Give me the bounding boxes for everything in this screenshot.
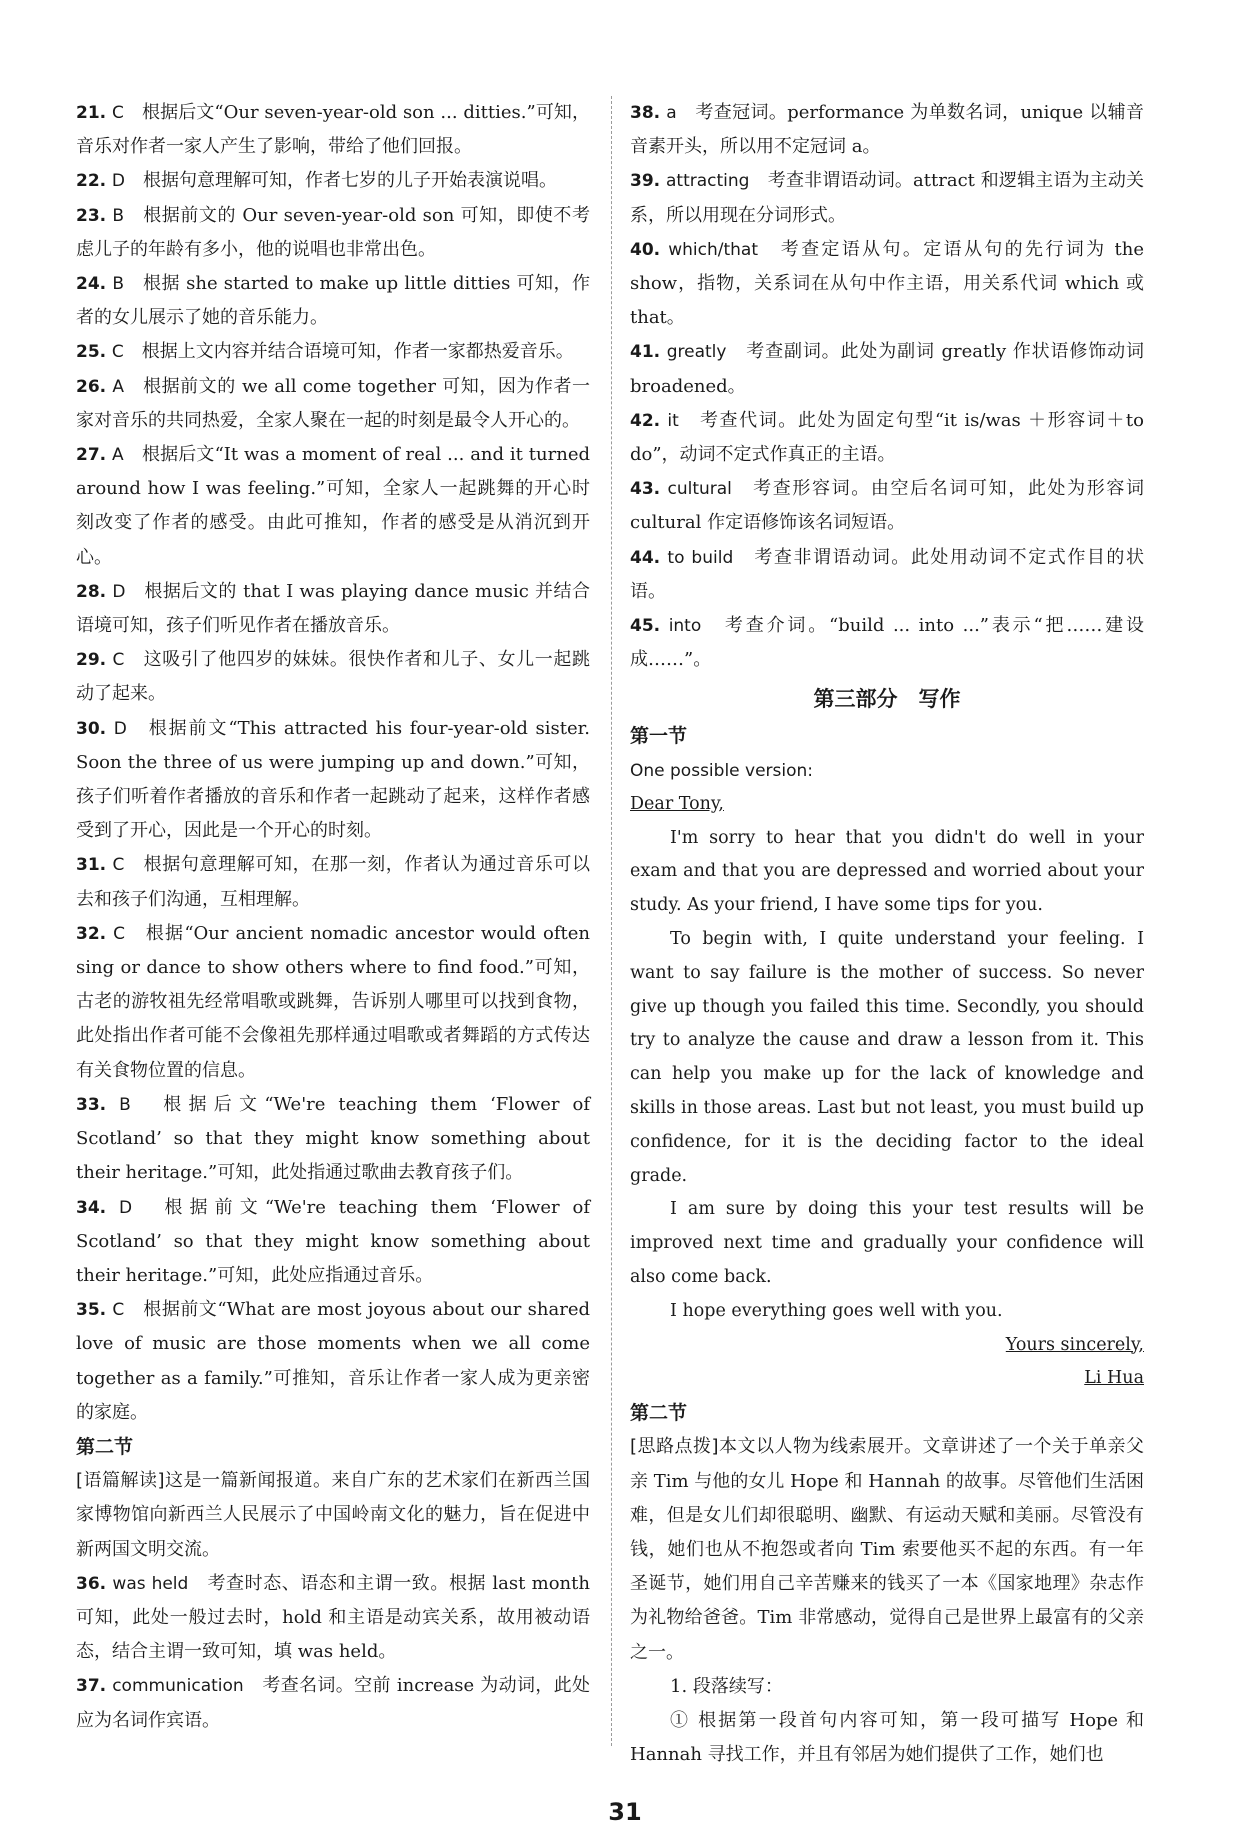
left-column [76,96,590,1738]
explanation-text: 根据后文“Our seven-year-old son ... ditties.”可知，音乐对作者一家人产生了影响，带给了他们回报。 [76,102,591,158]
answer-choice: B [119,1094,131,1115]
letter-signature [630,1362,1144,1396]
question-number: 29. [76,650,107,671]
salutation-text: Dear Tony, [630,793,724,814]
letter-paragraph: I'm sorry to hear that you didn't do well in your exam and that you are depressed and worried about your study. As your friend, I have some tips for you. [630,827,1144,916]
answer-item [76,575,590,643]
answer-choice: into [668,616,702,637]
question-number: 22. [76,171,107,192]
explanation-text: 考查冠词。performance 为单数名词，unique 以辅音音素开头，所以用不定冠词 a。 [630,102,1144,158]
explanation-text: 根据后文“We're teaching them ‘Flower of Scotland’ so that they might know something about their heritage.”可知，此处指通过歌曲去教育孩子们。 [76,1093,590,1184]
question-number: 38. [630,103,661,123]
question-number: 27. [76,445,107,466]
reading-tag: [语篇解读] [76,1470,165,1492]
letter-closing [630,1329,1144,1363]
answer-choice: was held [112,1573,189,1594]
answer-choice: D [118,1197,133,1218]
question-number: 32. [76,923,107,944]
answer-item [76,1191,590,1294]
answer-choice: C [111,342,124,363]
continuation-text: ① 根据第一段首句内容可知，第一段可描写 Hope 和 Hannah 寻找工作，并且有邻居为她们提供了工作，她们也 [630,1710,1144,1766]
question-number: 39. [630,171,661,192]
question-number: 30. [76,718,107,739]
explanation-text: 根据前文“We're teaching them ‘Flower of Scotland’ so that they might know something about their heritage.”可知，此处应指通过音乐。 [76,1196,590,1286]
explanation-text: 考查定语从句。定语从句的先行词为 the show，指物，关系词在从句中作主语，用关系代词 which 或 that。 [630,238,1145,329]
question-number: 28. [76,581,107,602]
explanation-text: 根据 she started to make up little ditties 可知，作者的女儿展示了她的音乐能力。 [76,273,590,329]
sample-letter [630,788,1144,1396]
answer-choice: A [112,445,124,466]
reading-text: 这是一篇新闻报道。来自广东的艺术家们在新西兰国家博物馆向新西兰人民展示了中国岭南文化的魅力，旨在促进中新两国文明交流。 [76,1470,591,1560]
question-number: 25. [76,342,107,363]
page-number: 31 [608,1798,642,1826]
answer-item [76,1567,590,1670]
letter-salutation [630,788,1144,822]
answer-choice: B [112,205,125,226]
explanation-text: 根据上文内容并结合语境可知，作者一家都热爱音乐。 [141,341,574,363]
question-number: 43. [630,479,661,500]
answer-choice: to build [667,547,734,568]
answer-choice: communication [112,1676,244,1697]
question-number: 44. [630,547,661,568]
closing-text: Yours sincerely, [1005,1334,1144,1355]
answer-item [76,712,590,849]
explanation-text: 根据后文“It was a moment of real ... and it turned around how I was feeling.”可知，全家人一起跳舞的开心时刻改变了作者的感受。由此可推知，作者的感受是从消沉到开心。 [76,444,590,568]
answer-choice: C [112,1300,125,1321]
answer-choice: attracting [666,171,750,192]
part3-title: 第三部分 写作 [813,687,961,712]
answer-choice: B [112,274,124,295]
explanation-text: 根据句意理解可知，作者七岁的儿子开始表演说唱。 [142,170,557,192]
answer-list-left-2 [76,1567,590,1738]
answer-choice: C [111,103,124,123]
answer-item [630,164,1144,232]
answer-item [76,267,590,335]
answer-item [76,96,590,164]
answer-choice: it [667,410,679,431]
explanation-text: 考查副词。此处为副词 greatly 作状语修饰动词 broadened。 [630,341,1144,397]
explanation-text: 根据后文的 that I was playing dance music 并结合语境可知，孩子们听见作者在播放音乐。 [76,580,590,637]
explanation-text: 根据前文的 we all come together 可知，因为作者一家对音乐的共同热爱，全家人聚在一起的时刻是最令人开心的。 [76,375,590,431]
explanation-text: 考查形容词。由空后名词可知，此处为形容词 cultural 作定语修饰该名词短语。 [630,478,1145,534]
letter-paragraph: I am sure by doing this your test results will be improved next time and gradually your confidence will also come back. [630,1199,1144,1288]
section1-title: 第一节 [630,725,688,748]
column-divider [611,96,612,1746]
explanation-text: 考查介词。“build ... into ...”表示“把……建设成……”。 [630,615,1145,671]
answer-choice: C [113,923,126,944]
answer-item [630,541,1144,609]
answer-choice: cultural [667,479,732,500]
question-number: 35. [76,1300,107,1321]
explanation-text: 考查非谓语动词。此处用动词不定式作目的状语。 [630,546,1144,602]
answer-item [76,199,590,267]
answer-choice: A [112,376,125,397]
answer-item [76,1088,590,1191]
question-number: 45. [630,616,661,637]
answer-list-right [630,96,1144,677]
question-number: 26. [76,376,107,397]
answer-item [630,404,1144,472]
explanation-text: 根据前文“What are most joyous about our shared love of music are those moments when we all come together as a family.”可推知，音乐让作者一家人成为更亲密的家庭。 [76,1299,590,1423]
explanation-text: 根据“Our ancient nomadic ancestor would often sing or dance to show others where to find food.”可知，古老的游牧祖先经常唱歌或跳舞，告诉别人哪里可以找到食物，此处指出作者可能不会像祖先那样通过唱歌或者舞蹈的方式传达有关食物位置的信息。 [76,922,590,1081]
answer-choice: greatly [666,342,727,363]
answer-choice: D [111,171,125,192]
question-number: 33. [76,1094,107,1115]
answer-item [630,472,1144,540]
answer-choice: D [112,581,126,602]
question-number: 34. [76,1197,107,1218]
question-number: 24. [76,274,107,295]
answer-choice: C [112,855,125,876]
question-number: 41. [630,342,661,363]
thinking-tag: [思路点拨] [630,1436,719,1458]
answer-item [76,335,590,369]
explanation-text: 这吸引了他四岁的妹妹。很快作者和儿子、女儿一起跳动了起来。 [76,649,591,705]
question-number: 40. [630,239,661,260]
answer-item [76,438,590,575]
answer-item [76,370,590,438]
answer-item [630,335,1144,403]
explanation-text: 考查非谓语动词。attract 和逻辑主语为主动关系，所以用现在分词形式。 [630,170,1144,226]
answer-item [76,917,590,1088]
question-number: 23. [76,205,107,226]
thinking-guide [630,1430,1144,1669]
letter-paragraph: I hope everything goes well with you. [670,1300,1003,1321]
answer-choice: which/that [668,239,758,260]
answer-item [76,164,590,198]
thinking-text: 本文以人物为线索展开。文章讲述了一个关于单亲父亲 Tim 与他的女儿 Hope 和 Hannah 的故事。尽管他们生活困难，但是女儿们却很聪明、幽默、有运动天赋和美丽。尽管没有钱，她们也从不抱怨或者向 Tim 索要他买不起的东西。有一年圣诞节，她们用自己辛苦赚来的钱买了一本《国家地理》杂志作为礼物给爸爸。Tim 非常感动，觉得自己是世界上最富有的父亲之一。 [630,1436,1145,1663]
letter-paragraph: To begin with, I quite understand your feeling. I want to say failure is the mother of success. So never give up though you failed this time. Secondly, you should try to analyze the cause and draw a lesson from it. This can help you make up for the lack of knowledge and skills in those areas. Last but not least, you must build up confidence, for it is the deciding factor to the ideal grade. [630,929,1144,1186]
explanation-text: 根据句意理解可知，在那一刻，作者认为通过音乐可以去和孩子们沟通，互相理解。 [76,854,591,910]
reading-explanation [76,1464,590,1567]
answer-item [76,848,590,916]
question-number: 31. [76,855,107,876]
answer-item [630,609,1144,677]
right-column [630,96,1144,1772]
version-label: One possible version: [630,760,814,781]
question-number: 21. [76,103,107,123]
explanation-text: 根据前文“This attracted his four-year-old sister. Soon the three of us were jumping up and down.”可知，孩子们听着作者播放的音乐和作者一起跳动了起来，这样作者感受到了开心，因此是一个开心的时刻。 [76,717,590,842]
section2b-title: 第二节 [630,1402,688,1425]
continuation-label: 1. 段落续写： [670,1675,783,1697]
answer-choice: a [666,103,677,123]
answer-item [76,643,590,711]
question-number: 37. [76,1676,107,1697]
explanation-text: 考查时态、语态和主谓一致。根据 last month 可知，此处一般过去时，hold 和主语是动宾关系，故用被动语态，结合主谓一致可知，填 was held。 [76,1572,590,1663]
answer-item [76,1293,590,1430]
section-title-2: 第二节 [76,1435,134,1458]
answer-item [630,233,1144,336]
explanation-text: 考查代词。此处为固定句型“it is/was ＋形容词＋to do”，动词不定式作真正的主语。 [630,409,1144,466]
question-number: 42. [630,410,661,431]
signature-text: Li Hua [1084,1368,1144,1389]
answer-item [76,1669,590,1737]
answer-list-left [76,96,590,1430]
answer-item [630,96,1144,164]
explanation-text: 根据前文的 Our seven-year-old son 可知，即使不考虑儿子的年龄有多小，他的说唱也非常出色。 [76,204,590,260]
explanation-text: 考查名词。空前 increase 为动词，此处应为名词作宾语。 [76,1675,590,1731]
answer-choice: C [112,650,125,671]
answer-choice: D [113,718,127,739]
question-number: 36. [76,1573,107,1594]
